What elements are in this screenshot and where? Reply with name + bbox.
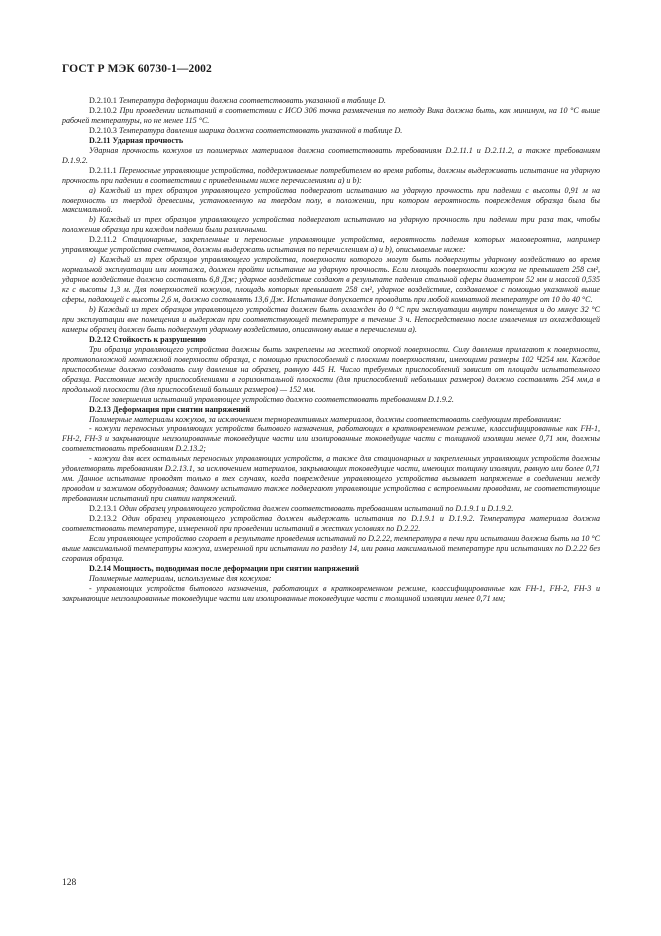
paragraph-text: Ударная прочность кожухов из полимерных материалов должна соответствовать требованиям D.2.11.1 и D.2.11.2, а также требованиям D.1.9.2. [62,145,600,165]
paragraph [62,235,600,255]
section-heading [62,136,600,146]
paragraph [62,415,600,425]
standard-header: ГОСТ Р МЭК 60730-1—2002 [62,63,212,75]
heading-text: Ударная прочность [112,135,184,145]
clause-number: D.2.13.1 [89,504,117,514]
clause-number: D.2.14 [89,563,111,573]
paragraph-text: Полимерные материалы кожухов, за исключением термореактивных материалов, должны соответствовать следующим требованиям: [89,414,562,424]
clause-number: D.2.13.2 [89,514,117,524]
paragraph [62,146,600,166]
paragraph-text: а) Каждый из трех образцов управляющего устройства, поверхности которого могут быть подвергнуты ударному воздействию во время нормальной эксплуатации или монтажа, должен пройти испытание на ударную прочность. Если площадь поверхности кожуха не превышает 258 см², ударное воздействие должно составлять 6,8 Дж; ударное воздействие создают в результате падения стальной сферы диаметром 52 мм и массой 0,535 кг с высоты 1,3 м. Для поверхностей кожухов, площадь которых превышает 258 см², ударное воздействие, создаваемое с помощью указанной выше сферы, падающей с высоты 2,6 м, должно составлять 13,6 Дж. Испытание допускается проводить при любой комнатной температуре от 10 до 40 °С. [62,255,600,305]
page-number: 128 [62,878,77,888]
clause-number: D.2.10.2 [89,105,117,115]
section-heading [62,405,600,415]
paragraph [62,126,600,136]
paragraph-text: Переносные управляющие устройства, поддерживаемые потребителем во время работы, должны выдерживать испытание на ударную прочность при падении в соответствии с приведенными ниже перечислениями а) и b): [62,165,600,185]
paragraph [62,255,600,305]
paragraph [62,96,600,106]
paragraph [62,504,600,514]
paragraph-text: При проведении испытаний в соответствии с ИСО 306 точка размягчения по методу Вика должна быть, как минимум, на 10 °С выше рабочей температуры, но не менее 115 °С. [62,105,600,125]
paragraph-text: - кожухи для всех остальных переносных управляющих устройств, а также для стационарных и закрепленных управляющих устройств должны удовлетворять требованиям D.2.13.1, за исключением материалов, закрывающих токоведущие части, имеющих толщину изоляции, равную или более 0,71 мм. Данное испытание проводят только в тех случаях, когда повреждение управляющего устройства вызывает напряжение в соединении между проводом и зажимом оборудования; данному испытанию также подвергают управляющие устройства с встроенными проводами, не соответствующие требованиям испытаний при снятии напряжений. [62,454,600,504]
clause-number: D.2.10.3 [89,125,117,135]
paragraph [62,215,600,235]
clause-number: D.2.10.1 [89,96,117,105]
paragraph-text: - управляющих устройств бытового назначения, работающих в кратковременном режиме, классифицированные как FH-1, FH-2, FH-3 и закрывающие неизолированные токоведущие части или изолированные токоведущие части с толщиной изоляции менее 0,71 мм; [62,583,600,603]
paragraph-text: Один образец управляющего устройства должен выдержать испытания по D.1.9.1 и D.1.9.2. Температура материала должна соответствовать температуре, измеренной при проведении испытаний в жестких условиях по D.2.22. [62,514,600,533]
paragraph [62,186,600,216]
clause-number: D.2.11.1 [89,165,117,175]
paragraph [62,454,600,504]
clause-number: D.2.11.2 [89,235,117,245]
section-heading [62,335,600,345]
paragraph-text: Стационарные, закрепленные и переносные управляющие устройства, вероятность падения которых маловероятна, например управляющие устройства счетчиков, должны выдержать испытания по перечислениям а) и b), описываемые ниже: [62,235,600,255]
paragraph [62,395,600,405]
paragraph [62,534,600,564]
paragraph [62,574,600,584]
paragraph-text: b) Каждый из трех образцов управляющего устройства подвергают испытанию на ударную прочность при падении три раза так, чтобы положения образца при каждом падении были различными. [62,215,600,235]
document-body [62,96,600,604]
paragraph-text: Если управляющее устройство сгорает в результате проведения испытаний по D.2.22, температура в печи при испытании должна быть на 10 °С выше максимальной температуры кожуха, измеренной при испытании по разделу 14, или равна максимальной температуре при испытаниях по D.2.22 без сгорания образца. [62,533,600,563]
paragraph-text: Температура деформации должна соответствовать указанной в таблице D. [118,96,386,105]
clause-number: D.2.12 [89,334,111,344]
heading-text: Стойкость к разрушению [112,334,207,344]
section-heading [62,564,600,574]
paragraph-text: Полимерные материалы, используемые для кожухов: [89,573,272,583]
paragraph-text: Один образец управляющего устройства должен соответствовать требованиям испытаний по D.1.9.1 и D.1.9.2. [118,504,514,514]
paragraph [62,305,600,335]
paragraph [62,514,600,534]
paragraph [62,166,600,186]
paragraph-text: b) Каждый из трех образцов управляющего устройства должен быть охлажден до 0 °С при эксплуатации внутри помещения и до минус 32 °С при эксплуатации вне помещения и выдержан при соответствующей температуре в течение 3 ч. Непосредственно после извлечения из охлаждающей камеры образец должен быть подвергнут ударному воздействию, описанному выше в перечислении а). [62,305,600,334]
heading-text: Мощность, подводимая после деформации при снятии напряжений [112,563,359,573]
paragraph [62,106,600,126]
paragraph-text: - кожухи переносных управляющих устройств бытового назначения, работающих в кратковременном режиме, классифицированные как FH-1, FH-2, FH-3 и закрывающие неизолированные токоведущие части или изолированные токоведущие части с толщиной изоляции менее 0,71 мм, должны соответствовать требованиям D.2.13.2; [62,424,600,454]
clause-number: D.2.11 [89,135,111,145]
paragraph [62,584,600,604]
clause-number: D.2.13 [89,404,111,414]
paragraph-text: После завершения испытаний управляющее устройство должно соответствовать требованиям D.1.9.2. [89,394,454,404]
paragraph [62,424,600,454]
paragraph-text: Три образца управляющего устройства должны быть закреплены на жесткой опорной поверхности. Силу давления прилагают к поверхности, противоположной монтажной поверхности образца, с помощью приспособлений с плоскими поверхностями, имеющими размеры 102 Ч254 мм. Каждое приспособление должно создавать силу давления на образец, равную 445 Н. Число требуемых приспособлений зависит от площади испытательного образца. Расстояние между приспособлениями в горизонтальной плоскости (для приспособлений небольших размеров) должно составлять 254 мм,а в продольной плоскости (для приспособлений больших размеров) — 152 мм. [62,344,600,394]
heading-text: Деформация при снятии напряжений [112,404,251,414]
paragraph-text: а) Каждый из трех образцов управляющего устройства подвергают испытанию на ударную прочность при падении с высоты 0,91 м на поверхность из твердой древесины, установленную на твердом полу, в положении, при котором вероятность повреждения образца была бы максимальной. [62,185,600,215]
paragraph-text: Температура давления шарика должна соответствовать указанной в таблице D. [118,125,403,135]
paragraph [62,345,600,395]
